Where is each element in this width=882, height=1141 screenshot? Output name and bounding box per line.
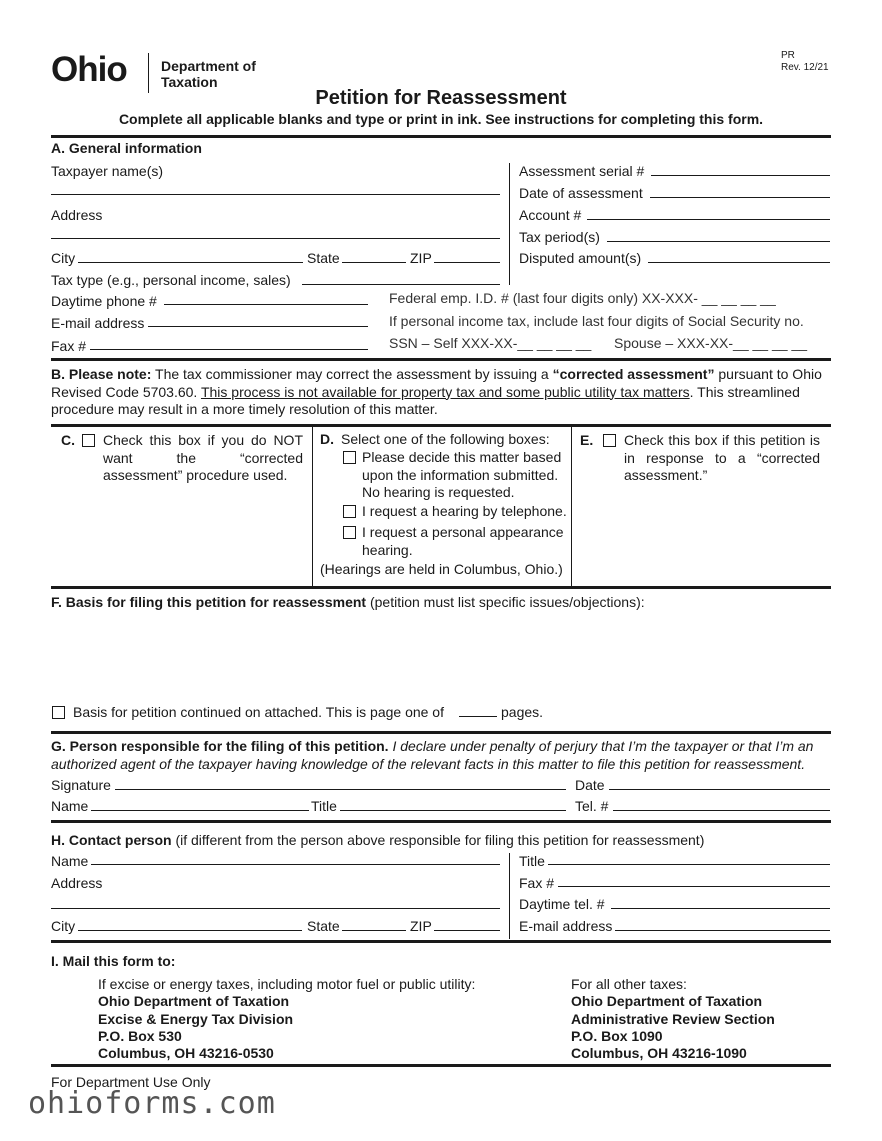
assessment-serial-label: Assessment serial #	[519, 163, 645, 179]
contact-daytime-tel-field[interactable]	[611, 908, 830, 909]
contact-fax-label: Fax #	[519, 875, 555, 891]
ssn-spouse-field[interactable]: Spouse – XXX-XX-__ __ __ __	[614, 335, 808, 351]
contact-zip-label: ZIP	[410, 918, 432, 934]
tax-type-field[interactable]	[302, 284, 500, 285]
date-of-assessment-label: Date of assessment	[519, 185, 643, 201]
section-g-heading: G. Person responsible for the filing of this petition.	[51, 738, 389, 754]
title-label: Title	[311, 798, 337, 814]
form-revision: Rev. 12/21	[781, 62, 829, 73]
daytime-phone-label: Daytime phone #	[51, 293, 157, 309]
taxpayer-name-label: Taxpayer name(s)	[51, 163, 164, 179]
disputed-amounts-field[interactable]	[648, 262, 830, 263]
cde-divider-1	[312, 427, 313, 586]
section-h-heading: H. Contact person	[51, 832, 172, 848]
divider-cde-f	[51, 586, 831, 589]
fax-label: Fax #	[51, 338, 87, 354]
section-b-text1: The tax commissioner may correct the assessment by issuing a	[151, 366, 553, 382]
state-field[interactable]	[342, 262, 406, 263]
contact-email-field[interactable]	[615, 930, 830, 931]
email-label: E-mail address	[51, 315, 145, 331]
basis-text-area[interactable]	[51, 614, 831, 698]
divider-top	[51, 135, 831, 138]
address-label: Address	[51, 207, 103, 223]
account-field[interactable]	[587, 219, 830, 220]
section-e-text: Check this box if this petition is in response to a “corrected assessment.”	[624, 432, 820, 483]
disputed-amounts-label: Disputed amount(s)	[519, 250, 642, 266]
section-g-text: I declare under penalty of perjury that I’m the taxpayer or that I’m an authorized agent of the taxpayer having knowledge of the relevant facts in this matter to file this petition for reassessment.	[51, 738, 814, 772]
hearing-option-telephone-checkbox[interactable]	[343, 505, 356, 518]
divider-g-h	[51, 820, 831, 823]
contact-city-field[interactable]	[78, 930, 302, 931]
section-f-heading-row	[51, 594, 645, 610]
mail-other-line3: P.O. Box 1090	[571, 1028, 663, 1044]
contact-title-label: Title	[519, 853, 545, 869]
mail-excise-line4: Columbus, OH 43216-0530	[98, 1045, 274, 1061]
signature-label: Signature	[51, 777, 111, 793]
contact-zip-field[interactable]	[434, 930, 500, 931]
basis-continued-pages: pages.	[501, 704, 544, 720]
section-c-checkbox[interactable]	[82, 434, 95, 447]
mail-other-line2: Administrative Review Section	[571, 1011, 775, 1027]
section-a-heading: A. General information	[51, 140, 202, 156]
tax-periods-label: Tax period(s)	[519, 229, 600, 245]
date-field[interactable]	[609, 789, 830, 790]
basis-continued-text: Basis for petition continued on attached. This is page one of	[73, 704, 444, 720]
logo-wordmark: Ohio	[51, 50, 127, 89]
mail-excise-intro: If excise or energy taxes, including motor fuel or public utility:	[98, 976, 476, 992]
section-c-text: Check this box if you do NOT want the “corrected assessment” procedure used.	[103, 432, 303, 483]
mail-excise-line3: P.O. Box 530	[98, 1028, 182, 1044]
name-label: Name	[51, 798, 89, 814]
section-b-underlined: This process is not available for property tax and some public utility tax matters	[200, 383, 690, 400]
contact-state-field[interactable]	[342, 930, 406, 931]
section-c-label: C.	[61, 432, 75, 448]
account-label: Account #	[519, 207, 582, 223]
section-b-note	[51, 366, 831, 419]
mail-excise-line1: Ohio Department of Taxation	[98, 993, 290, 1009]
assessment-serial-field[interactable]	[651, 175, 830, 176]
section-b-text3: . This streamlined procedure may result in a more timely resolution of this matter.	[51, 383, 800, 417]
contact-name-label: Name	[51, 853, 89, 869]
section-g-declaration	[51, 738, 841, 773]
hearing-option-appearance-text: I request a personal appearance hearing.	[362, 524, 564, 558]
divider-a-b	[51, 358, 831, 361]
watermark: ohioforms.com	[28, 1086, 276, 1121]
section-d-intro: Select one of the following boxes:	[341, 431, 550, 447]
section-i-heading: I. Mail this form to:	[51, 953, 176, 969]
title-field[interactable]	[340, 810, 566, 811]
hearing-option-none-text: Please decide this matter based upon the information submitted. No hearing is requested.	[362, 449, 562, 500]
section-f-note: (petition must list specific issues/objections):	[366, 594, 645, 610]
date-of-assessment-field[interactable]	[650, 197, 830, 198]
department-use-label: For Department Use Only	[51, 1074, 211, 1090]
section-b-lead: B. Please note:	[51, 366, 152, 382]
date-label: Date	[575, 777, 605, 793]
hearing-option-none-checkbox[interactable]	[343, 451, 356, 464]
hearing-option-appearance-checkbox[interactable]	[343, 526, 356, 539]
section-a-divider	[509, 163, 510, 285]
contact-state-label: State	[307, 918, 340, 934]
logo-dept-line1: Department of	[161, 58, 256, 74]
divider-f-g	[51, 731, 831, 734]
divider-b-cde	[51, 424, 831, 427]
tel-field[interactable]	[613, 810, 830, 811]
tax-type-label: Tax type (e.g., personal income, sales)	[51, 272, 291, 288]
tel-label: Tel. #	[575, 798, 609, 814]
divider-h-i	[51, 940, 831, 943]
mail-other-line1: Ohio Department of Taxation	[571, 993, 763, 1009]
logo-dept-line2: Taxation	[161, 74, 218, 90]
section-f-heading: F. Basis for filing this petition for reassessment	[51, 594, 367, 610]
federal-id-field[interactable]: Federal emp. I.D. # (last four digits only) XX-XXX- __ __ __ __	[389, 290, 776, 306]
ssn-self-field[interactable]: SSN – Self XXX-XX-__ __ __ __	[389, 335, 592, 351]
mail-other-line4: Columbus, OH 43216-1090	[571, 1045, 747, 1061]
hearing-option-telephone-text: I request a hearing by telephone.	[362, 503, 567, 519]
contact-address-label: Address	[51, 875, 103, 891]
contact-email-label: E-mail address	[519, 918, 613, 934]
section-h-divider	[509, 853, 510, 939]
cde-divider-2	[571, 427, 572, 586]
section-h-note: (if different from the person above responsible for filing this petition for reassessment)	[171, 832, 705, 848]
contact-fax-field[interactable]	[558, 886, 830, 887]
city-label: City	[51, 250, 76, 266]
name-field[interactable]	[91, 810, 309, 811]
address-field[interactable]	[51, 238, 500, 239]
contact-daytime-tel-label: Daytime tel. #	[519, 896, 605, 912]
mail-excise-line2: Excise & Energy Tax Division	[98, 1011, 294, 1027]
contact-city-label: City	[51, 918, 76, 934]
daytime-phone-field[interactable]	[164, 304, 368, 305]
fax-field[interactable]	[90, 349, 368, 350]
contact-title-field[interactable]	[548, 864, 830, 865]
state-label: State	[307, 250, 340, 266]
basis-continued-checkbox[interactable]	[52, 706, 65, 719]
page-subtitle: Complete all applicable blanks and type or print in ink. See instructions for completing this form.	[118, 111, 764, 127]
page-title: Petition for Reassessment	[315, 87, 567, 109]
tax-periods-field[interactable]	[607, 241, 830, 242]
section-b-text2: pursuant to Ohio Revised Code 5703.60.	[51, 366, 822, 400]
section-e-checkbox[interactable]	[603, 434, 616, 447]
mail-other-intro: For all other taxes:	[571, 976, 687, 992]
email-field[interactable]	[148, 326, 368, 327]
section-d-label: D.	[320, 431, 334, 447]
section-h-heading-row	[51, 832, 704, 848]
zip-label: ZIP	[410, 250, 432, 266]
ssn-note: If personal income tax, include last four digits of Social Security no.	[389, 313, 804, 329]
taxpayer-name-field[interactable]	[51, 194, 500, 195]
divider-i-footer	[51, 1064, 831, 1067]
section-e-label: E.	[580, 432, 594, 448]
section-b-bold: “corrected assessment”	[552, 366, 715, 382]
form-code: PR	[781, 50, 795, 61]
zip-field[interactable]	[434, 262, 500, 263]
contact-address-field[interactable]	[51, 908, 500, 909]
city-field[interactable]	[78, 262, 303, 263]
signature-field[interactable]	[115, 789, 566, 790]
contact-name-field[interactable]	[91, 864, 500, 865]
page-count-field[interactable]	[459, 716, 497, 717]
hearing-location-note: (Hearings are held in Columbus, Ohio.)	[320, 561, 563, 577]
